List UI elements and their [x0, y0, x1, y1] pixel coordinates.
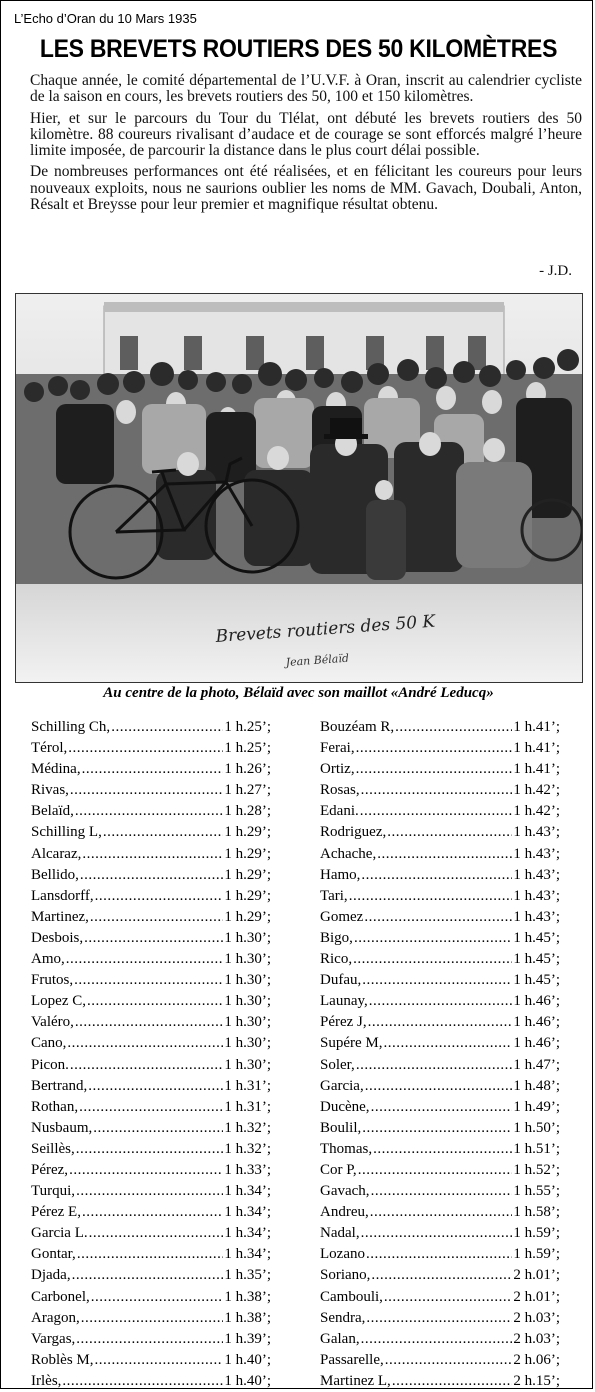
leader-dots	[365, 1076, 513, 1097]
leader-dots	[77, 1244, 224, 1265]
finish-time: 1 h.30’;	[224, 1014, 271, 1031]
rider-name: Thomas,	[320, 1140, 373, 1157]
finish-time: 1 h.55’;	[513, 1183, 560, 1200]
result-row	[320, 738, 560, 759]
leader-dots	[354, 928, 512, 949]
result-row	[31, 1012, 271, 1033]
result-row	[320, 907, 560, 928]
finish-time: 1 h.29’;	[224, 845, 271, 862]
leader-dots	[88, 1076, 223, 1097]
result-row	[31, 970, 271, 991]
leader-dots	[373, 1139, 512, 1160]
rider-name: Schilling Ch,	[31, 719, 111, 735]
result-row	[320, 970, 560, 991]
rider-name: Ducène,	[320, 1098, 370, 1115]
finish-time: 2 h.03’;	[513, 1309, 560, 1326]
finish-time: 1 h.41’;	[513, 761, 560, 778]
paragraph: Chaque année, le comité départemental de l’U.V.F. à Oran, inscrit au calendrier cycliste de la saison en cours, les brevets routiers des 50, 100 et 150 kilomètres.	[30, 72, 582, 106]
finish-time: 2 h.01’;	[513, 1267, 560, 1284]
result-row	[320, 1329, 560, 1350]
leader-dots	[75, 801, 223, 822]
result-row	[31, 928, 271, 949]
leader-dots	[353, 949, 512, 970]
result-row	[31, 865, 271, 886]
result-row	[31, 844, 271, 865]
result-row	[320, 1033, 560, 1054]
leader-dots	[76, 1139, 224, 1160]
leader-dots	[66, 949, 224, 970]
leader-dots	[68, 738, 223, 759]
rider-name: Roblès M,	[31, 1351, 94, 1368]
result-row	[320, 928, 560, 949]
rider-name: Soriano,	[320, 1267, 371, 1284]
rider-name: Bouzéam R,	[320, 719, 395, 735]
leader-dots	[82, 1202, 223, 1223]
rider-name: Pérez E,	[31, 1204, 81, 1221]
rider-name: Irlès,	[31, 1372, 62, 1389]
finish-time: 1 h.30’;	[224, 951, 271, 968]
finish-time: 1 h.30’;	[224, 993, 271, 1010]
result-row	[31, 1223, 271, 1244]
leader-dots	[362, 1118, 512, 1139]
leader-dots	[95, 886, 224, 907]
leader-dots	[371, 1097, 513, 1118]
finish-time: 1 h.34’;	[224, 1183, 271, 1200]
finish-time: 1 h.43’;	[513, 824, 560, 841]
leader-dots	[80, 865, 223, 886]
rider-name: Frutos,	[31, 972, 74, 989]
result-row	[31, 1329, 271, 1350]
rider-name: Térol,	[31, 740, 68, 757]
finish-time: 1 h.51’;	[513, 1140, 560, 1157]
rider-name: Aragon,	[31, 1309, 80, 1326]
rider-name: Nadal,	[320, 1225, 360, 1242]
rider-name: Belaïd,	[31, 803, 74, 820]
leader-dots	[370, 1202, 513, 1223]
leader-dots	[91, 1287, 224, 1308]
finish-time: 1 h.43’;	[513, 908, 560, 925]
result-row	[31, 1181, 271, 1202]
finish-time: 2 h.06’;	[513, 1351, 560, 1368]
finish-time: 1 h.30’;	[224, 972, 271, 989]
result-row	[320, 1287, 560, 1308]
leader-dots	[62, 1371, 223, 1392]
finish-time: 1 h.30’;	[224, 1035, 271, 1052]
result-row	[320, 822, 560, 843]
result-row	[320, 1371, 560, 1392]
rider-name: Ortiz,	[320, 761, 355, 778]
result-row	[31, 1160, 271, 1181]
finish-time: 1 h.43’;	[513, 866, 560, 883]
rider-name: Médina,	[31, 761, 81, 778]
result-row	[31, 1308, 271, 1329]
leader-dots	[69, 1160, 223, 1181]
rider-name: Garcia,	[320, 1077, 364, 1094]
leader-dots	[392, 1371, 513, 1392]
finish-time: 1 h.49’;	[513, 1098, 560, 1115]
rider-name: Rodriguez,	[320, 824, 387, 841]
leader-dots	[84, 928, 223, 949]
finish-time: 1 h.46’;	[513, 1035, 560, 1052]
paragraph: Hier, et sur le parcours du Tour du Tlélat, ont débuté les brevets routiers des 50 kilomètre. 88 coureurs rivalisant d’audace et de courage se sont efforcés malgré l’heure limite imposée, de parcourir la distance dans le plus court délai possible.	[30, 109, 582, 160]
rider-name: Djada,	[31, 1267, 71, 1284]
finish-time: 2 h.15’;	[513, 1372, 560, 1389]
photo-illustration	[16, 294, 582, 682]
finish-time: 1 h.30’;	[224, 1056, 271, 1073]
result-row	[31, 1139, 271, 1160]
leader-dots	[82, 844, 223, 865]
result-row	[31, 1202, 271, 1223]
finish-time: 1 h.46’;	[513, 1014, 560, 1031]
result-row	[320, 801, 560, 822]
rider-name: Gavach,	[320, 1183, 370, 1200]
finish-time: 1 h.40’;	[224, 1351, 271, 1368]
result-row	[31, 1118, 271, 1139]
leader-dots	[384, 1287, 512, 1308]
results-column-left	[31, 717, 271, 1392]
finish-time: 1 h.31’;	[224, 1077, 271, 1094]
finish-time: 1 h.25’;	[224, 719, 271, 735]
finish-time: 1 h.48’;	[513, 1077, 560, 1094]
rider-name: Launay,	[320, 993, 368, 1010]
rider-name: Achache,	[320, 845, 377, 862]
finish-time: 1 h.29’;	[224, 866, 271, 883]
leader-dots	[90, 907, 223, 928]
leader-dots	[87, 991, 223, 1012]
finish-time: 2 h.01’;	[513, 1288, 560, 1305]
finish-time: 1 h.31’;	[224, 1098, 271, 1115]
finish-time: 1 h.32’;	[224, 1140, 271, 1157]
finish-time: 1 h.26’;	[224, 761, 271, 778]
finish-time: 1 h.34’;	[224, 1204, 271, 1221]
finish-time: 1 h.35’;	[224, 1267, 271, 1284]
rider-name: Alcaraz,	[31, 845, 82, 862]
result-row	[31, 1350, 271, 1371]
result-row	[31, 1076, 271, 1097]
rider-name: Ferai,	[320, 740, 355, 757]
result-row	[320, 1350, 560, 1371]
finish-time: 1 h.41’;	[513, 719, 560, 735]
rider-name: Nusbaum,	[31, 1119, 93, 1136]
leader-dots	[371, 1181, 513, 1202]
result-row	[320, 1160, 560, 1181]
finish-time: 1 h.50’;	[513, 1119, 560, 1136]
rider-name: Dufau,	[320, 972, 362, 989]
rider-name: Cano,	[31, 1035, 67, 1052]
finish-time: 1 h.38’;	[224, 1288, 271, 1305]
rider-name: Rothan,	[31, 1098, 79, 1115]
author-signature: - J.D.	[539, 263, 572, 279]
result-row	[320, 1076, 560, 1097]
leader-dots	[366, 1308, 512, 1329]
leader-dots	[356, 738, 513, 759]
finish-time: 1 h.58’;	[513, 1204, 560, 1221]
results-column-right	[320, 717, 560, 1392]
result-row	[320, 1202, 560, 1223]
rider-name: Seillès,	[31, 1140, 75, 1157]
finish-time: 1 h.29’;	[224, 824, 271, 841]
finish-time: 1 h.25’;	[224, 740, 271, 757]
result-row	[320, 1308, 560, 1329]
rider-name: Bellido,	[31, 866, 79, 883]
result-row	[31, 1244, 271, 1265]
leader-dots	[387, 822, 512, 843]
leader-dots	[76, 1329, 223, 1350]
finish-time: 1 h.52’;	[513, 1161, 560, 1178]
leader-dots	[368, 1012, 513, 1033]
leader-dots	[95, 1350, 224, 1371]
result-row	[31, 801, 271, 822]
leader-dots	[70, 780, 223, 801]
result-row	[31, 822, 271, 843]
leader-dots	[79, 1097, 223, 1118]
leader-dots	[361, 1223, 513, 1244]
leader-dots	[70, 1055, 223, 1076]
finish-time: 1 h.38’;	[224, 1309, 271, 1326]
leader-dots	[349, 886, 513, 907]
result-row	[31, 1055, 271, 1076]
rider-name: Garcia L.	[31, 1225, 88, 1242]
rider-name: Hamo,	[320, 866, 361, 883]
leader-dots	[369, 991, 513, 1012]
result-row	[320, 1265, 560, 1286]
result-row	[320, 1181, 560, 1202]
leader-dots	[72, 1265, 224, 1286]
finish-time: 1 h.40’;	[224, 1372, 271, 1389]
result-row	[320, 717, 560, 738]
leader-dots	[103, 822, 223, 843]
photo-caption: Au centre de la photo, Bélaïd avec son maillot «André Leducq»	[103, 685, 494, 701]
leader-dots	[371, 1265, 512, 1286]
rider-name: Pérez,	[31, 1161, 69, 1178]
result-row	[31, 759, 271, 780]
finish-time: 2 h.03’;	[513, 1330, 560, 1347]
result-row	[320, 844, 560, 865]
finish-time: 1 h.29’;	[224, 908, 271, 925]
finish-time: 1 h.34’;	[224, 1246, 271, 1263]
result-row	[320, 759, 560, 780]
leader-dots	[81, 1308, 224, 1329]
result-row	[31, 1371, 271, 1392]
result-row	[320, 1223, 560, 1244]
leader-dots	[82, 759, 224, 780]
svg-text:Brevets routiers des 50 K: Brevets routiers des 50 K	[214, 611, 436, 647]
rider-name: Boulil,	[320, 1119, 362, 1136]
leader-dots	[384, 1033, 513, 1054]
finish-time: 1 h.59’;	[513, 1225, 560, 1242]
rider-name: Galan,	[320, 1330, 360, 1347]
rider-name: Lozano	[320, 1246, 365, 1263]
leader-dots	[395, 717, 512, 738]
finish-time: 1 h.45’;	[513, 929, 560, 946]
result-row	[320, 865, 560, 886]
result-row	[31, 1265, 271, 1286]
rider-name: Pérez J,	[320, 1014, 367, 1031]
rider-name: Martinez L,	[320, 1372, 391, 1389]
rider-name: Desbois,	[31, 929, 84, 946]
finish-time: 1 h.33’;	[224, 1161, 271, 1178]
result-row	[320, 1244, 560, 1265]
rider-name: Supére M,	[320, 1035, 383, 1052]
leader-dots	[111, 717, 223, 738]
result-row	[320, 886, 560, 907]
group-photo	[15, 293, 583, 683]
result-row	[320, 780, 560, 801]
rider-name: Martinez,	[31, 908, 89, 925]
finish-time: 1 h.43’;	[513, 887, 560, 904]
rider-name: Rosas,	[320, 782, 360, 799]
result-row	[320, 1118, 560, 1139]
result-row	[31, 1097, 271, 1118]
leader-dots	[93, 1118, 223, 1139]
rider-name: Schilling L,	[31, 824, 102, 841]
rider-name: Vargas,	[31, 1330, 76, 1347]
finish-time: 1 h.34’;	[224, 1225, 271, 1242]
leader-dots	[361, 780, 513, 801]
leader-dots	[385, 1350, 513, 1371]
rider-name: Lopez C,	[31, 993, 86, 1010]
leader-dots	[75, 1012, 223, 1033]
finish-time: 1 h.27’;	[224, 782, 271, 799]
result-row	[320, 1055, 560, 1076]
finish-time: 1 h.39’;	[224, 1330, 271, 1347]
rider-name: Soler,	[320, 1056, 355, 1073]
result-row	[320, 1139, 560, 1160]
rider-name: Lansdorff,	[31, 887, 94, 904]
leader-dots	[74, 970, 223, 991]
rider-name: Bertrand,	[31, 1077, 88, 1094]
rider-name: Tari,	[320, 887, 348, 904]
result-row	[31, 780, 271, 801]
rider-name: Carbonel,	[31, 1288, 90, 1305]
finish-time: 1 h.41’;	[513, 740, 560, 757]
finish-time: 1 h.29’;	[224, 887, 271, 904]
rider-name: Cor P,	[320, 1161, 357, 1178]
leader-dots	[358, 1160, 513, 1181]
headline: LES BREVETS ROUTIERS DES 50 KILOMÈTRES	[39, 35, 558, 63]
rider-name: Gomez	[320, 908, 364, 925]
result-row	[31, 717, 271, 738]
finish-time: 1 h.42’;	[513, 782, 560, 799]
rider-name: Turqui,	[31, 1183, 76, 1200]
rider-name: Edani.	[320, 803, 359, 820]
result-row	[31, 991, 271, 1012]
rider-name: Andreu,	[320, 1204, 369, 1221]
leader-dots	[361, 865, 512, 886]
finish-time: 1 h.45’;	[513, 972, 560, 989]
result-row	[31, 886, 271, 907]
rider-name: Picon.	[31, 1056, 69, 1073]
rider-name: Rico,	[320, 951, 353, 968]
leader-dots	[356, 1055, 513, 1076]
leader-dots	[366, 1244, 512, 1265]
leader-dots	[362, 970, 512, 991]
source-line: L’Echo d’Oran du 10 Mars 1935	[14, 11, 197, 26]
result-row	[320, 991, 560, 1012]
rider-name: Rivas,	[31, 782, 69, 799]
rider-name: Amo,	[31, 951, 65, 968]
rider-name: Sendra,	[320, 1309, 366, 1326]
finish-time: 1 h.32’;	[224, 1119, 271, 1136]
svg-text:Jean Bélaïd: Jean Bélaïd	[285, 651, 350, 669]
result-row	[31, 1033, 271, 1054]
leader-dots	[89, 1223, 224, 1244]
finish-time: 1 h.46’;	[513, 993, 560, 1010]
leader-dots	[67, 1033, 223, 1054]
leader-dots	[361, 1329, 513, 1350]
rider-name: Bigo,	[320, 929, 353, 946]
result-row	[320, 1097, 560, 1118]
finish-time: 1 h.28’;	[224, 803, 271, 820]
article-body	[30, 73, 582, 218]
rider-name: Cambouli,	[320, 1288, 383, 1305]
leader-dots	[377, 844, 512, 865]
rider-name: Gontar,	[31, 1246, 76, 1263]
rider-name: Valéro,	[31, 1014, 74, 1031]
finish-time: 1 h.45’;	[513, 951, 560, 968]
finish-time: 1 h.59’;	[513, 1246, 560, 1263]
finish-time: 1 h.47’;	[513, 1056, 560, 1073]
paragraph: De nombreuses performances ont été réalisées, et en félicitant les coureurs pour leurs nouveaux exploits, nous ne saurions oublier les noms de MM. Gavach, Doubali, Anton, Résalt et Breysse pour leur premier et magnifique résultat obtenu.	[30, 163, 582, 214]
result-row	[320, 1012, 560, 1033]
leader-dots	[356, 759, 513, 780]
result-row	[320, 949, 560, 970]
leader-dots	[360, 801, 513, 822]
finish-time: 1 h.43’;	[513, 845, 560, 862]
finish-time: 1 h.42’;	[513, 803, 560, 820]
result-row	[31, 1287, 271, 1308]
finish-time: 1 h.30’;	[224, 929, 271, 946]
result-row	[31, 907, 271, 928]
leader-dots	[76, 1181, 223, 1202]
result-row	[31, 949, 271, 970]
leader-dots	[364, 907, 512, 928]
result-row	[31, 738, 271, 759]
rider-name: Passarelle,	[320, 1351, 384, 1368]
